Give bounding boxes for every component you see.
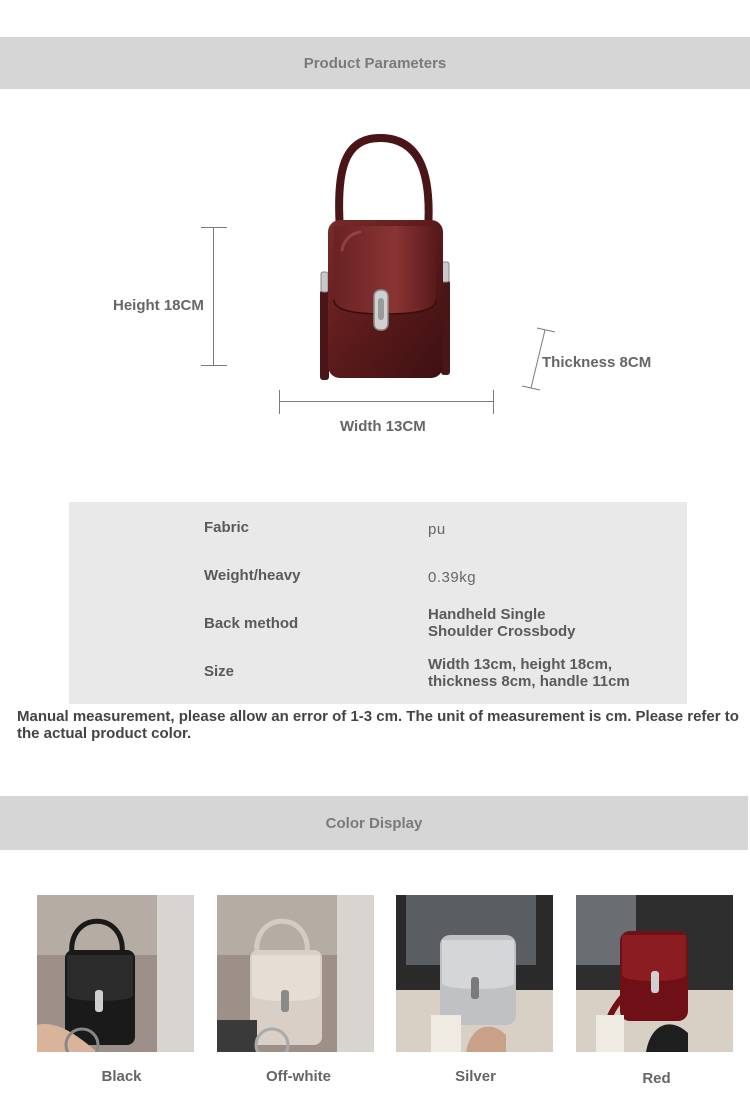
param-label-size: Size bbox=[204, 663, 235, 680]
width-label: Width 13CM bbox=[340, 418, 426, 435]
silver-bag-photo bbox=[396, 895, 553, 1052]
param-value-line: Handheld Single bbox=[428, 606, 546, 623]
width-cap-left bbox=[279, 390, 280, 414]
param-value-line: Width 13cm, height 18cm, bbox=[428, 656, 613, 673]
section-title: Product Parameters bbox=[303, 54, 447, 72]
param-value-line: thickness 8cm, handle 11cm bbox=[428, 673, 630, 690]
color-swatch-off-white[interactable] bbox=[217, 895, 374, 1052]
height-cap-top bbox=[201, 227, 227, 228]
thickness-label: Thickness 8CM bbox=[542, 354, 652, 371]
color-swatch-red[interactable] bbox=[576, 895, 733, 1052]
parameter-table bbox=[69, 502, 687, 704]
color-label-red: Red bbox=[642, 1070, 671, 1087]
height-cap-bottom bbox=[201, 365, 227, 366]
section-header-product-parameters bbox=[0, 37, 750, 89]
param-value-back-method bbox=[428, 606, 576, 640]
red-bag-photo bbox=[576, 895, 733, 1052]
width-cap-right bbox=[493, 390, 494, 414]
section-title: Color Display bbox=[325, 814, 423, 832]
color-swatch-black[interactable] bbox=[37, 895, 194, 1052]
param-label-fabric: Fabric bbox=[204, 519, 250, 536]
width-dimension-line bbox=[279, 401, 494, 402]
color-label-off-white: Off-white bbox=[266, 1068, 331, 1085]
black-bag-photo bbox=[37, 895, 194, 1052]
section-header-color-display bbox=[0, 796, 748, 850]
color-swatch-silver[interactable] bbox=[396, 895, 553, 1052]
height-dimension-line bbox=[213, 227, 214, 366]
bag-product-image bbox=[300, 130, 470, 385]
color-label-black: Black bbox=[101, 1068, 142, 1085]
param-label-weight: Weight/heavy bbox=[204, 567, 301, 584]
measurement-note: Manual measurement, please allow an error of 1-3 cm. The unit of measurement is cm. Please refer to the actual product color. bbox=[17, 708, 739, 742]
param-value-weight: 0.39kg bbox=[428, 569, 477, 586]
color-label-silver: Silver bbox=[455, 1068, 496, 1085]
off-white-bag-photo bbox=[217, 895, 374, 1052]
height-label: Height 18CM bbox=[113, 297, 204, 314]
param-value-fabric: pu bbox=[428, 521, 446, 538]
param-value-line: Shoulder Crossbody bbox=[428, 623, 576, 640]
param-value-size bbox=[428, 656, 630, 690]
param-label-back-method: Back method bbox=[204, 615, 299, 632]
